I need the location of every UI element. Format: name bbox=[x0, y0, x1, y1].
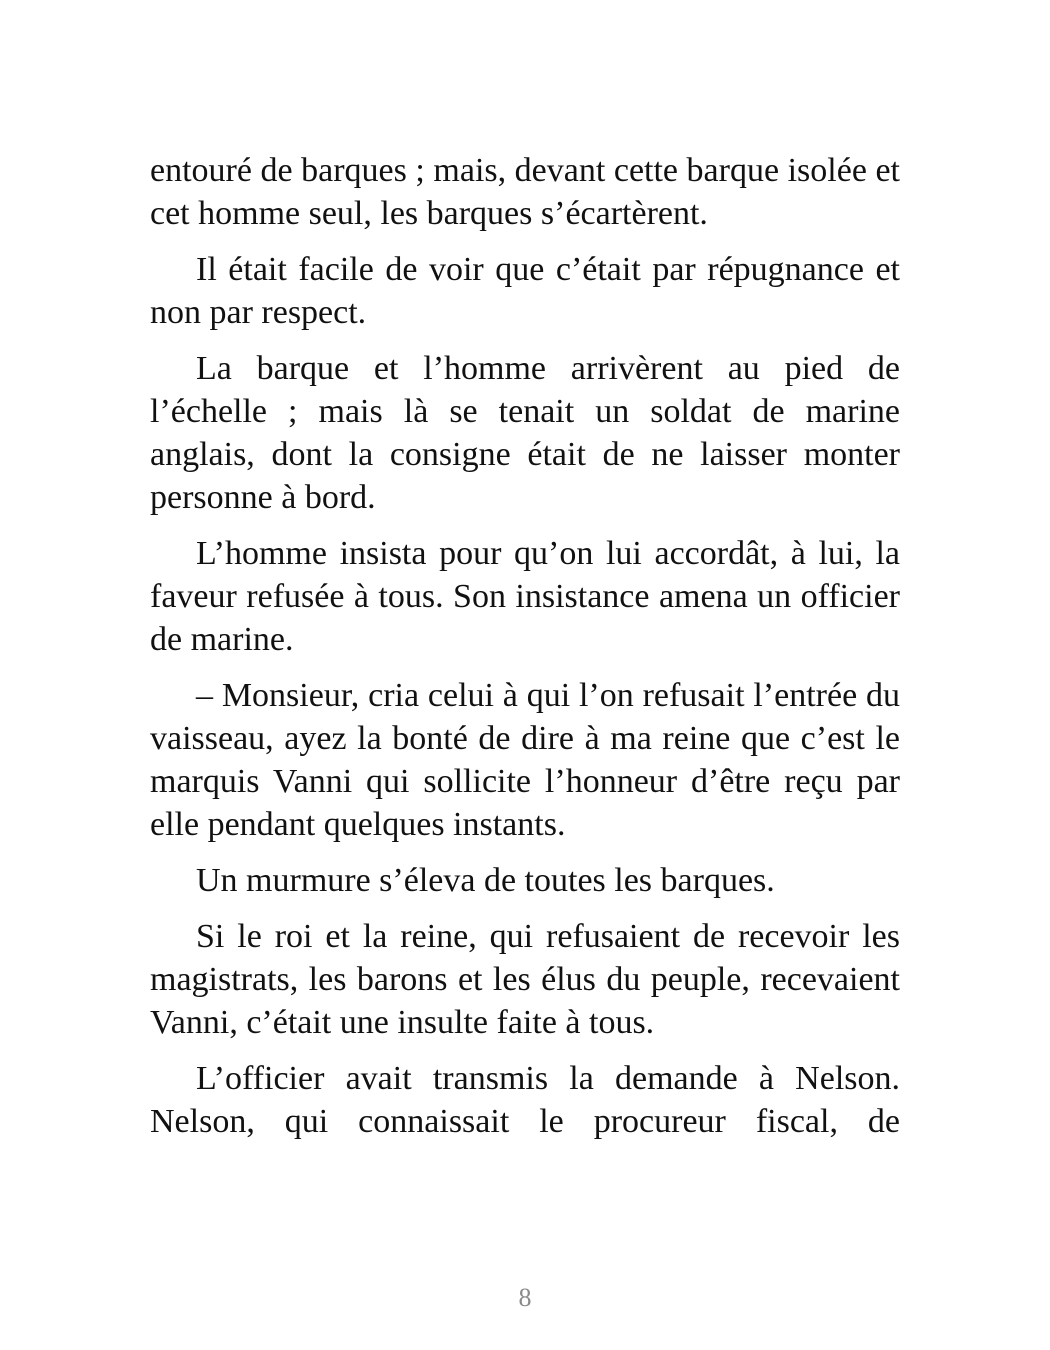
paragraph-4: L’homme insista pour qu’on lui accordât, à lui, la faveur refusée à tous. Son insistance amena un officier de marine. bbox=[150, 535, 900, 658]
paragraph-6: Un murmure s’éleva de toutes les barques. bbox=[196, 862, 775, 899]
page-number: 8 bbox=[518, 1283, 532, 1312]
paragraph-3: La barque et l’homme arrivèrent au pied de l’échelle ; mais là se tenait un soldat de marine anglais, dont la consigne était de ne laisser monter personne à bord. bbox=[150, 350, 900, 516]
paragraph-5: – Monsieur, cria celui à qui l’on refusait l’entrée du vaisseau, ayez la bonté de dire à ma reine que c’est le marquis Vanni qui sollicite l’honneur d’être reçu par elle pendant quelques instants. bbox=[150, 677, 900, 843]
paragraph-8: L’officier avait transmis la demande à Nelson. Nelson, qui connaissait le procureur fiscal, de bbox=[150, 1060, 900, 1140]
paragraph-1: entouré de barques ; mais, devant cette barque isolée et cet homme seul, les barques s’écartèrent. bbox=[150, 152, 900, 232]
paragraph-2: Il était facile de voir que c’était par répugnance et non par respect. bbox=[150, 251, 900, 331]
page-body bbox=[150, 149, 900, 1156]
paragraph-7: Si le roi et la reine, qui refusaient de recevoir les magistrats, les barons et les élus du peuple, recevaient Vanni, c’était une insulte faite à tous. bbox=[150, 918, 900, 1041]
